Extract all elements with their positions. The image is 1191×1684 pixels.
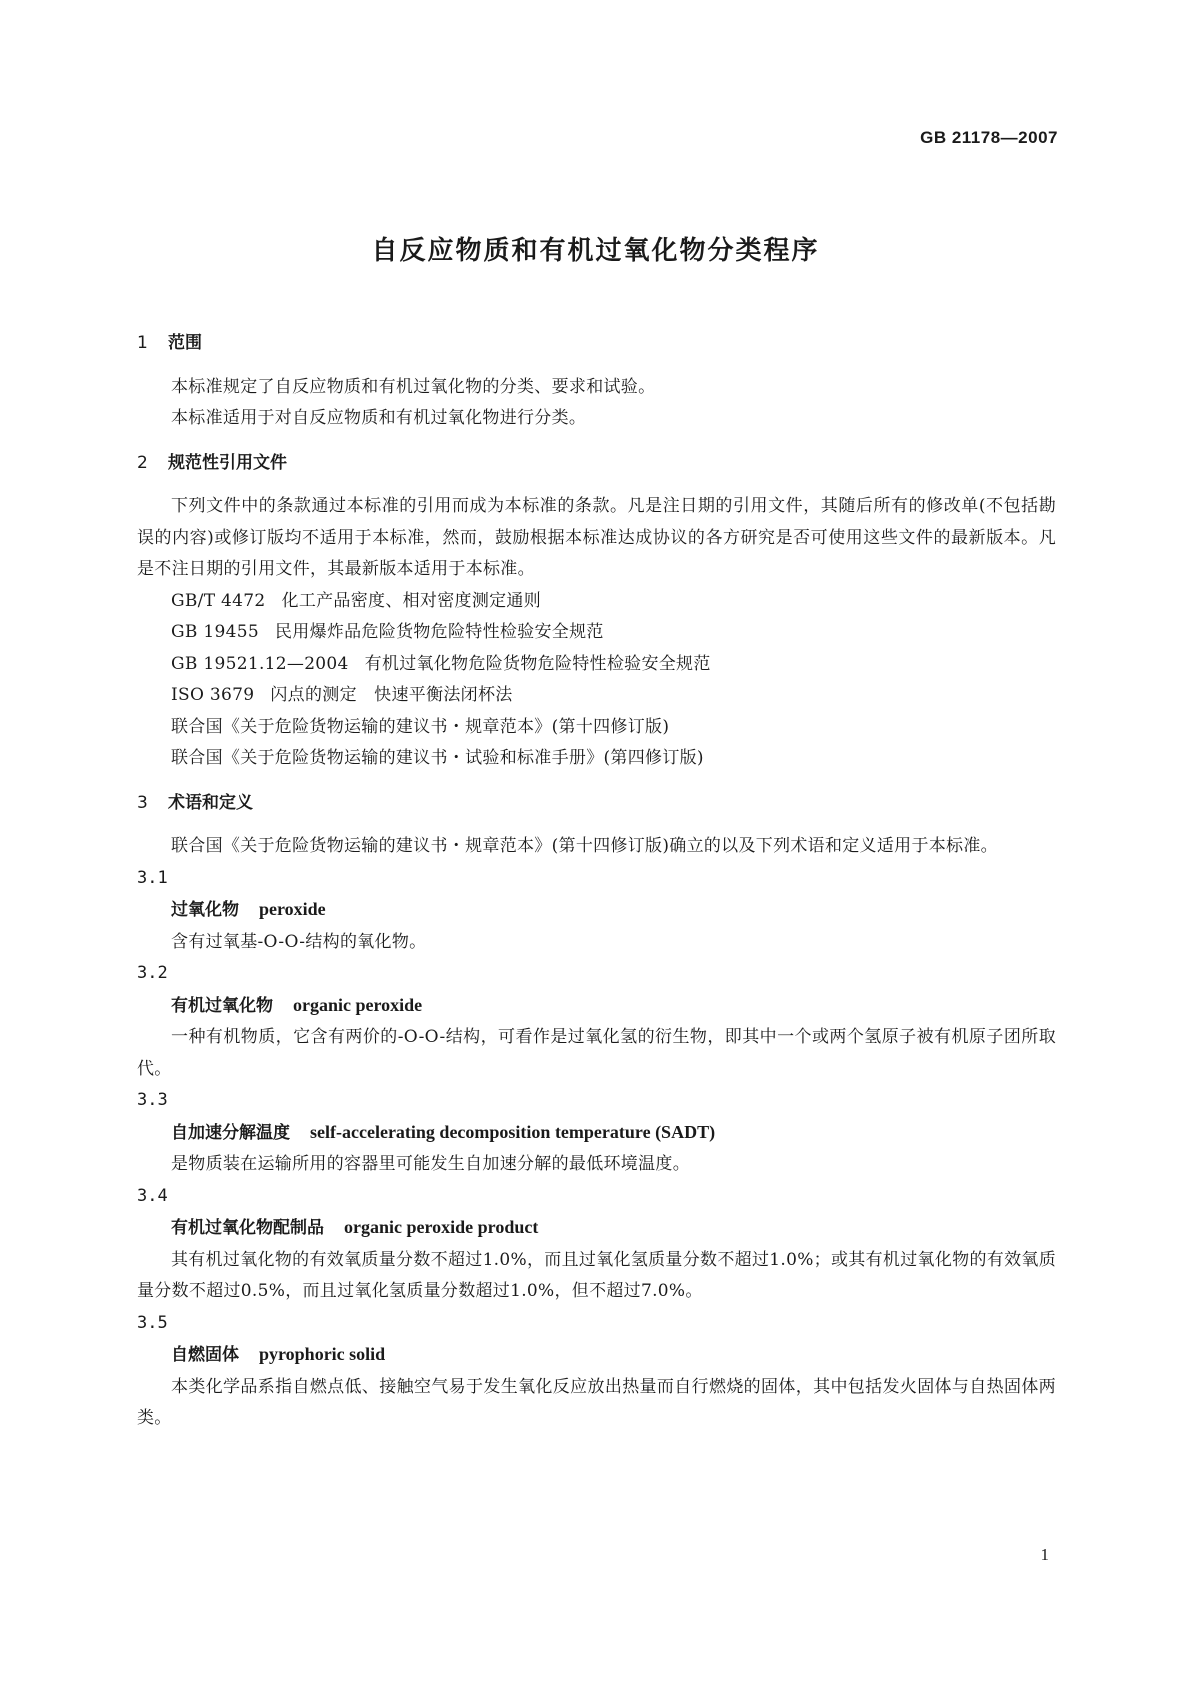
term-chinese: 自燃固体 [171, 1345, 239, 1365]
reference-title: 联合国《关于危险货物运输的建议书・试验和标准手册》(第四修订版) [171, 748, 704, 768]
reference-title: 联合国《关于危险货物运输的建议书・规章范本》(第十四修订版) [171, 716, 670, 737]
term-entry [137, 894, 1056, 927]
term-chinese: 有机过氧化物 [171, 995, 273, 1016]
clause-number: 3.4 [137, 1185, 168, 1206]
term-definition: 是物质装在运输所用的容器里可能发生自加速分解的最低环境温度。 [171, 1154, 690, 1174]
section-number: 2 [137, 452, 148, 473]
reference-code: GB/T 4472 [171, 590, 266, 611]
term-entry [137, 1212, 1056, 1245]
section-number: 1 [137, 333, 148, 353]
section-heading-scope [137, 328, 1056, 360]
section-heading-references [137, 448, 1056, 480]
term-english: organic peroxide [293, 994, 423, 1015]
reference-item [137, 743, 1056, 775]
term-english: pyrophoric solid [259, 1344, 386, 1364]
section-title: 范围 [168, 333, 202, 353]
term-definition: 一种有机物质，它含有两价的-O-O-结构，可看作是过氧化氢的衍生物，即其中一个或两个氢原子被有机原子团所取代。 [137, 1027, 1056, 1079]
reference-code: GB 19521.12—2004 [171, 653, 349, 674]
clause-number: 3.2 [137, 963, 168, 983]
reference-item [137, 680, 1056, 712]
term-chinese: 过氧化物 [171, 900, 239, 920]
reference-item [137, 586, 1056, 618]
term-chinese: 自加速分解温度 [171, 1122, 290, 1143]
document-body [137, 328, 1056, 1435]
reference-code: GB 19455 [171, 622, 259, 642]
reference-code: ISO 3679 [171, 685, 255, 705]
term-english: organic peroxide product [344, 1217, 539, 1237]
reference-item [137, 712, 1056, 744]
section-number: 3 [137, 792, 148, 813]
term-english: peroxide [259, 899, 326, 919]
reference-item [137, 649, 1056, 681]
clause-number: 3.5 [137, 1312, 168, 1333]
reference-title: 闪点的测定 快速平衡法闭杯法 [270, 685, 513, 705]
reference-title: 有机过氧化物危险货物危险特性检验安全规范 [364, 653, 711, 674]
paragraph: 下列文件中的条款通过本标准的引用而成为本标准的条款。凡是注日期的引用文件，其随后所有的修改单(不包括勘误的内容)或修订版均不适用于本标准，然而，鼓励根据本标准达成协议的各方研究是否可使用这些文件的最新版本。凡是不注日期的引用文件，其最新版本适用于本标准。 [137, 496, 1056, 579]
term-english: self-accelerating decomposition temperature (SADT) [310, 1121, 716, 1142]
reference-title: 民用爆炸品危险货物危险特性检验安全规范 [274, 622, 604, 642]
paragraph: 联合国《关于危险货物运输的建议书・规章范本》(第十四修订版)确立的以及下列术语和定义适用于本标准。 [171, 836, 998, 856]
clause-number: 3.1 [137, 867, 168, 888]
paragraph: 本标准适用于对自反应物质和有机过氧化物进行分类。 [171, 408, 587, 428]
clause-number: 3.3 [137, 1090, 168, 1110]
term-entry [137, 1117, 1056, 1150]
page-number: 1 [1040, 1545, 1049, 1564]
document-title: 自反应物质和有机过氧化物分类程序 [371, 236, 820, 266]
term-definition: 其有机过氧化物的有效氧质量分数不超过1.0%，而且过氧化氢质量分数不超过1.0%；或其有机过氧化物的有效氧质量分数不超过0.5%，而且过氧化氢质量分数超过1.0%，但不超过7.0%。 [137, 1249, 1056, 1301]
reference-item [137, 617, 1056, 649]
term-definition: 本类化学品系指自燃点低、接触空气易于发生氧化反应放出热量而自行燃烧的固体，其中包括发火固体与自热固体两类。 [137, 1376, 1056, 1428]
section-heading-terms [137, 788, 1056, 820]
term-chinese: 有机过氧化物配制品 [171, 1218, 324, 1238]
standard-number: GB 21178—2007 [920, 128, 1058, 147]
section-title: 术语和定义 [168, 792, 253, 813]
paragraph: 本标准规定了自反应物质和有机过氧化物的分类、要求和试验。 [171, 376, 656, 397]
term-definition: 含有过氧基-O-O-结构的氧化物。 [171, 931, 427, 952]
term-entry [137, 990, 1056, 1023]
term-entry [137, 1339, 1056, 1372]
section-title: 规范性引用文件 [168, 452, 287, 473]
reference-title: 化工产品密度、相对密度测定通则 [281, 590, 542, 611]
